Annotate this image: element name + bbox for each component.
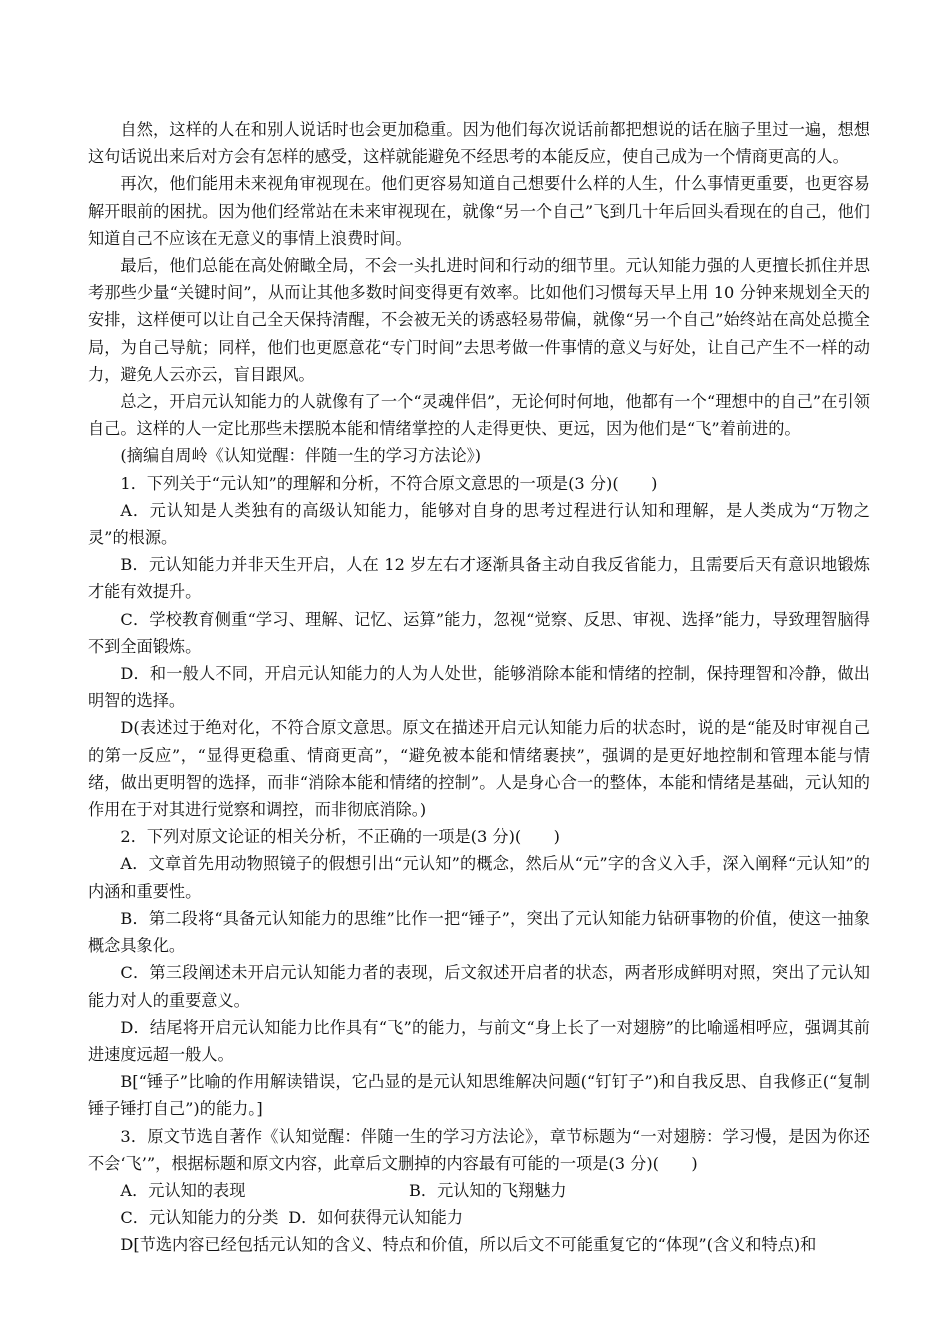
question-3-options-row-2 [88, 1204, 870, 1231]
question-2-option-b: B．第二段将“具备元认知能力的思维”比作一把“锤子”，突出了元认知能力钻研事物的价值，使这一抽象概念具象化。 [88, 908, 870, 956]
question-1-option-b: B．元认知能力并非天生开启，人在 12 岁左右才逐渐具备主动自我反省能力，且需要后天有意识地锻炼才能有效提升。 [88, 555, 870, 602]
question-3-options-row-1 [88, 1177, 870, 1204]
passage-paragraph: 自然，这样的人在和别人说话时也会更加稳重。因为他们每次说话前都把想说的话在脑子里过一遍，想想这句话说出来后对方会有怎样的感受，这样就能避免不经思考的本能反应，使自己成为一个情商更高的人。 [88, 120, 870, 167]
question-1-option-d: D．和一般人不同，开启元认知能力的人为人处世，能够消除本能和情绪的控制，保持理智和冷静，做出明智的选择。 [88, 664, 870, 711]
question-3-stem: 3．原文节选自著作《认知觉醒：伴随一生的学习方法论》，章节标题为“一对翅膀：学习慢，是因为你还不会‘飞’”，根据标题和原文内容，此章后文删掉的内容最有可能的一项是(3 分)( ) [88, 1126, 870, 1173]
question-3-option-a: A．元认知的表现 [120, 1180, 246, 1200]
question-2-option-a: A．文章首先用动物照镜子的假想引出“元认知”的概念，然后从“元”字的含义入手，深入阐释“元认知”的内涵和重要性。 [88, 854, 870, 901]
question-3-option-d: D．如何获得元认知能力 [288, 1208, 464, 1228]
passage-paragraph: 总之，开启元认知能力的人就像有了一个“灵魂伴侣”，无论何时何地，他都有一个“理想中的自己”在引领自己。这样的人一定比那些未摆脱本能和情绪掌控的人走得更快、更远，因为他们是“飞”着前进的。 [88, 392, 870, 439]
passage-paragraph: 最后，他们总能在高处俯瞰全局，不会一头扎进时间和行动的细节里。元认知能力强的人更擅长抓住并思考那些少量“关键时间”，从而让其他多数时间变得更有效率。比如他们习惯每天早上用 10 分钟来规划全天的安排，这样便可以让自己全天保持清醒，不会被无关的诱惑轻易带偏，就像“另一个自己”始终站在高处总揽全局，为自己导航；同样，他们也更愿意花“专门时间”去思考做一件事情的意义与好处，让自己产生不一样的动力，避免人云亦云，盲目跟风。 [88, 256, 870, 384]
question-2-option-d: D．结尾将开启元认知能力比作具有“飞”的能力，与前文“身上长了一对翅膀”的比喻遥相呼应，强调其前进速度远超一般人。 [88, 1017, 870, 1064]
question-2-answer: B[“锤子”比喻的作用解读错误，它凸显的是元认知思维解决问题(“钉钉子”)和自我反思、自我修正(“复制锤子锤打自己”)的能力。] [88, 1072, 870, 1119]
question-2-stem: 2．下列对原文论证的相关分析，不正确的一项是(3 分)( ) [120, 827, 560, 847]
question-3-answer: D[节选内容已经包括元认知的含义、特点和价值，所以后文不可能重复它的“体现”(含义和特点)和 [120, 1235, 817, 1255]
question-1-stem: 1．下列关于“元认知”的理解和分析，不符合原文意思的一项是(3 分)( ) [120, 473, 658, 493]
source-citation: (摘编自周岭《认知觉醒：伴随一生的学习方法论》) [120, 446, 482, 466]
passage-paragraph: 再次，他们能用未来视角审视现在。他们更容易知道自己想要什么样的人生，什么事情更重要，也更容易解开眼前的困扰。因为他们经常站在未来审视现在，就像“另一个自己”飞到几十年后回头看现在的自己，他们知道自己不应该在无意义的事情上浪费时间。 [88, 174, 870, 248]
question-1-answer: D(表述过于绝对化，不符合原文意思。原文在描述开启元认知能力后的状态时，说的是“能及时审视自己的第一反应”，“显得更稳重、情商更高”，“避免被本能和情绪裹挟”，强调的是更好地控制和管理本能与情绪，做出更明智的选择，而非“消除本能和情绪的控制”。人是身心合一的整体，本能和情绪是基础，元认知的作用在于对其进行觉察和调控，而非彻底消除。) [88, 718, 870, 820]
question-2-option-c: C．第三段阐述未开启元认知能力者的表现，后文叙述开启者的状态，两者形成鲜明对照，突出了元认知能力对人的重要意义。 [88, 963, 870, 1010]
question-1-option-a: A．元认知是人类独有的高级认知能力，能够对自身的思考过程进行认知和理解，是人类成为“万物之灵”的根源。 [88, 500, 870, 548]
question-3-option-b: B．元认知的飞翔魅力 [409, 1180, 567, 1200]
question-1-option-c: C．学校教育侧重“学习、理解、记忆、运算”能力，忽视“觉察、反思、审视、选择”能力，导致理智脑得不到全面锻炼。 [88, 609, 870, 656]
question-3-option-c: C．元认知能力的分类 [120, 1208, 279, 1228]
